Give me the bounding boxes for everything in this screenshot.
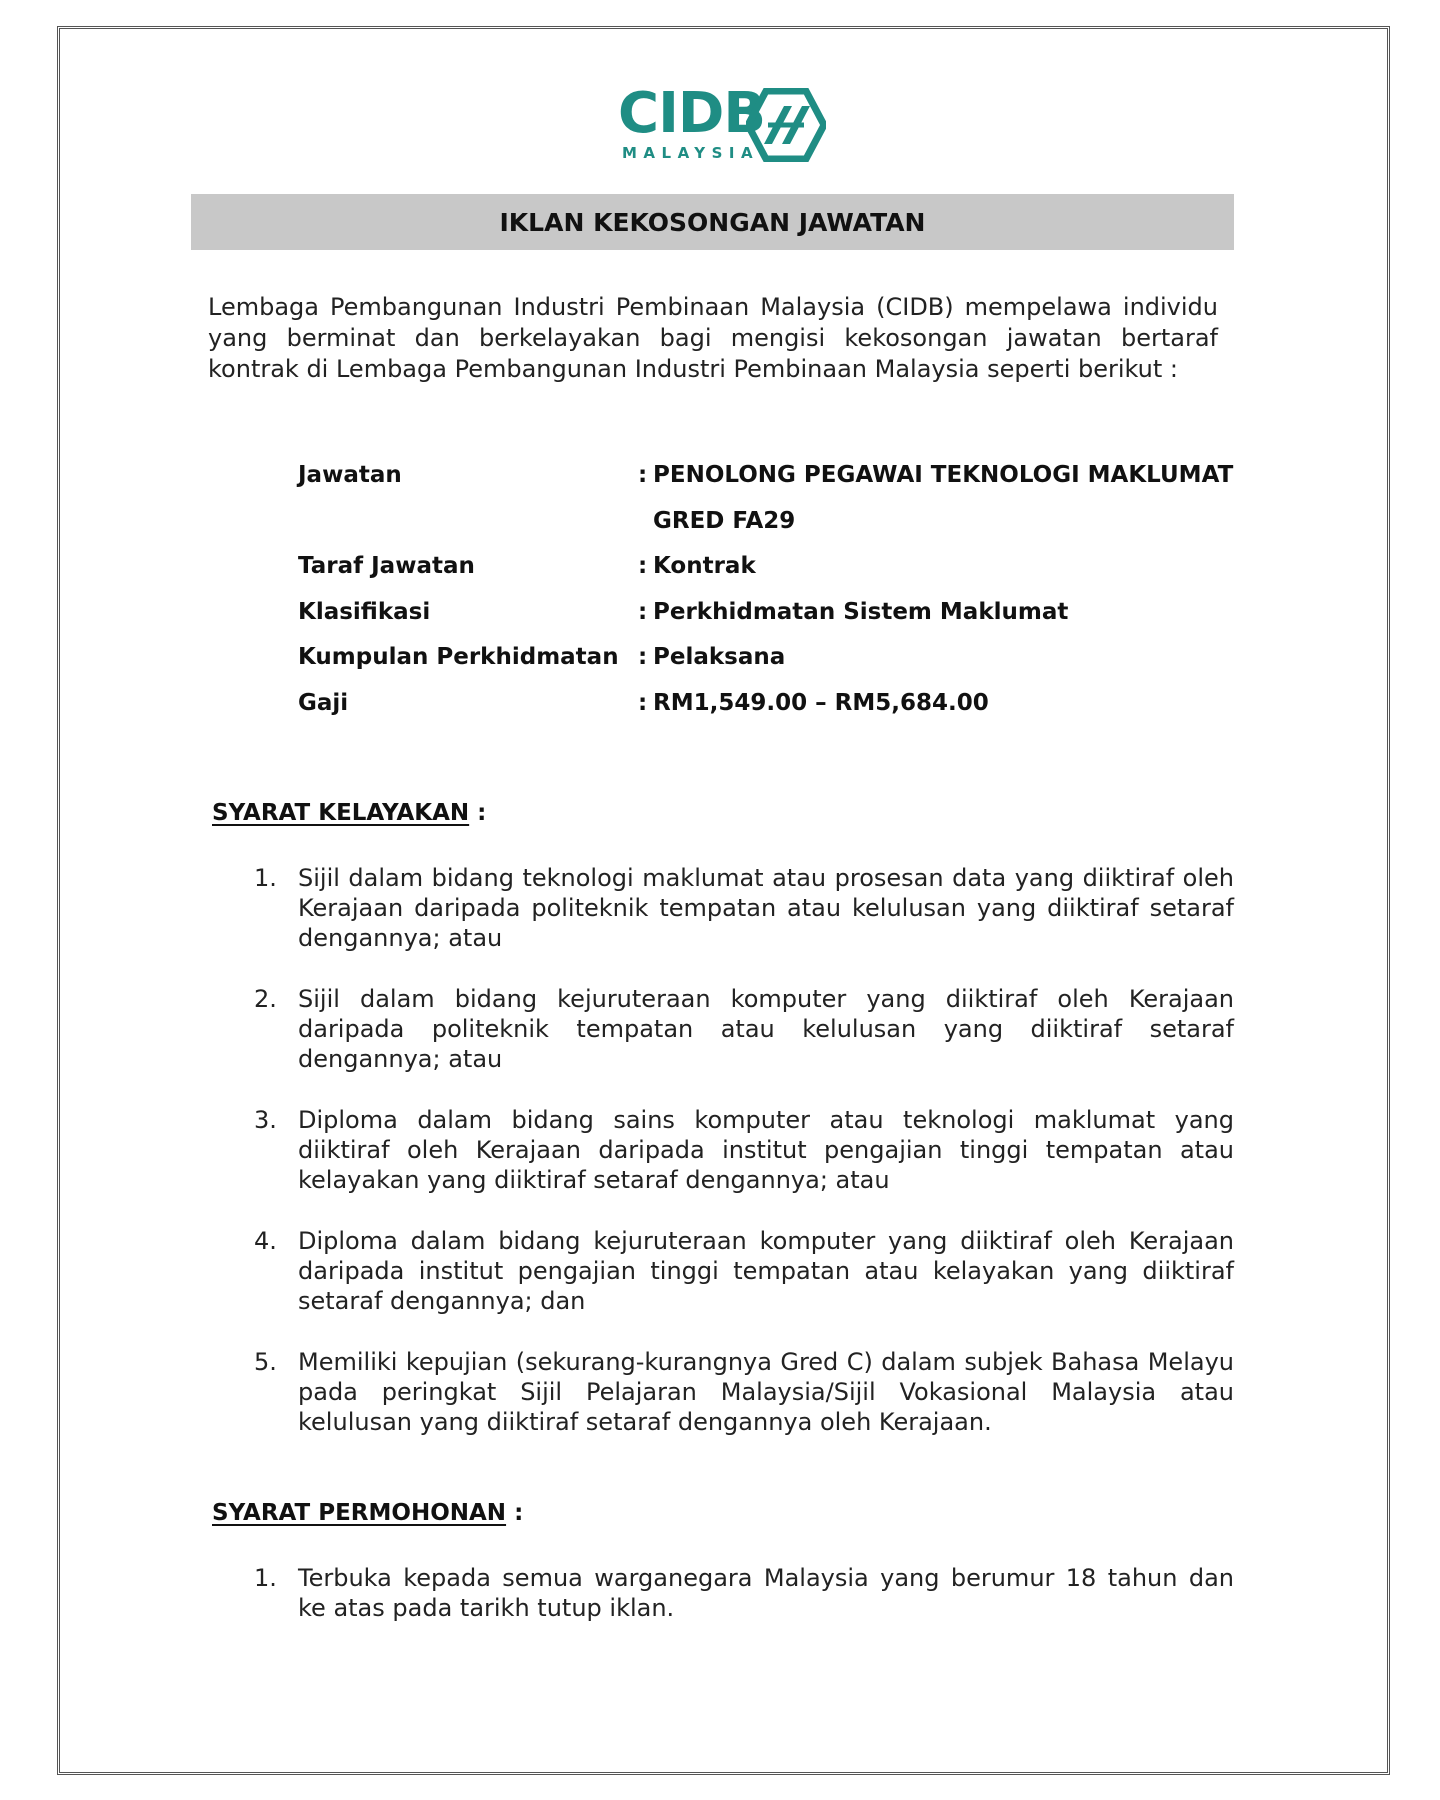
list-item bbox=[254, 984, 1234, 1074]
list-text: Sijil dalam bidang kejuruteraan komputer yang diiktiraf oleh Kerajaan daripada politeknik tempatan atau kelulusan yang diiktiraf setaraf dengannya; atau bbox=[298, 985, 1234, 1073]
list-number: 3. bbox=[254, 1106, 277, 1134]
detail-value: Pelaksana bbox=[653, 644, 786, 670]
application-list bbox=[254, 1563, 1234, 1623]
list-number: 2. bbox=[254, 985, 277, 1013]
application-heading-text: SYARAT PERMOHONAN bbox=[212, 1500, 507, 1526]
detail-value: Perkhidmatan Sistem Maklumat bbox=[653, 598, 1069, 625]
detail-colon: : bbox=[638, 462, 648, 488]
application-heading: SYARAT PERMOHONAN : bbox=[212, 1500, 524, 1526]
detail-label: Gaji bbox=[298, 689, 349, 716]
list-text: Memiliki kepujian (sekurang-kurangnya Gred C) dalam subjek Bahasa Melayu pada peringkat Sijil Pelajaran Malaysia/Sijil Vokasional Malaysia atau kelulusan yang diiktiraf setaraf dengannya oleh Kerajaan. bbox=[298, 1348, 1234, 1436]
list-text: Sijil dalam bidang teknologi maklumat atau prosesan data yang diiktiraf oleh Kerajaan daripada politeknik tempatan atau kelulusan yang diiktiraf setaraf dengannya; atau bbox=[298, 864, 1234, 952]
title-bar bbox=[191, 194, 1234, 250]
detail-row-kumpulan bbox=[298, 644, 1238, 690]
job-details bbox=[298, 462, 1238, 735]
detail-colon: : bbox=[638, 689, 648, 716]
intro-paragraph: Lembaga Pembangunan Industri Pembinaan Malaysia (CIDB) mempelawa individu yang berminat dan berkelayakan bagi mengisi kekosongan jawatan bertaraf kontrak di Lembaga Pembangunan Industri Pembinaan Malaysia seperti berikut : bbox=[208, 293, 1218, 383]
detail-label: Jawatan bbox=[298, 462, 402, 488]
list-item bbox=[254, 1105, 1234, 1195]
cidb-logo bbox=[618, 81, 830, 166]
list-number: 5. bbox=[254, 1348, 277, 1376]
detail-colon: : bbox=[638, 644, 648, 670]
detail-colon: : bbox=[638, 553, 648, 579]
list-number: 4. bbox=[254, 1227, 277, 1255]
detail-value: GRED FA29 bbox=[653, 507, 796, 534]
detail-label: Kumpulan Perkhidmatan bbox=[298, 644, 619, 670]
list-item bbox=[254, 1226, 1234, 1316]
detail-row-jawatan bbox=[298, 462, 1238, 508]
list-text: Terbuka kepada semua warganegara Malaysia yang berumur 18 tahun dan ke atas pada tarikh tutup iklan. bbox=[298, 1564, 1234, 1622]
list-number: 1. bbox=[254, 1564, 277, 1592]
page-title: IKLAN KEKOSONGAN JAWATAN bbox=[499, 207, 926, 237]
detail-value: Kontrak bbox=[653, 553, 756, 579]
detail-value: PENOLONG PEGAWAI TEKNOLOGI MAKLUMAT bbox=[653, 462, 1234, 488]
logo-wordmark: CIDB bbox=[618, 81, 766, 146]
detail-value: RM1,549.00 – RM5,684.00 bbox=[653, 689, 989, 716]
detail-row-gaji bbox=[298, 690, 1238, 736]
detail-label: Klasifikasi bbox=[298, 598, 431, 625]
list-item bbox=[254, 1347, 1234, 1437]
detail-label: Taraf Jawatan bbox=[298, 553, 475, 579]
qualifications-heading-text: SYARAT KELAYAKAN bbox=[212, 800, 470, 826]
list-text: Diploma dalam bidang kejuruteraan komputer yang diiktiraf oleh Kerajaan daripada institut pengajian tinggi tempatan atau kelayakan yang diiktiraf setaraf dengannya; dan bbox=[298, 1227, 1234, 1315]
logo-subtitle: MALAYSIA bbox=[622, 144, 760, 162]
detail-row-jawatan-cont bbox=[298, 508, 1238, 554]
qualifications-heading: SYARAT KELAYAKAN : bbox=[212, 800, 487, 826]
list-number: 1. bbox=[254, 864, 277, 892]
list-item bbox=[254, 863, 1234, 953]
list-item bbox=[254, 1563, 1234, 1623]
qualifications-list bbox=[254, 863, 1234, 1468]
detail-row-taraf bbox=[298, 553, 1238, 599]
cidb-hexagon-icon bbox=[746, 88, 826, 162]
detail-row-klasifikasi bbox=[298, 599, 1238, 645]
list-text: Diploma dalam bidang sains komputer atau teknologi maklumat yang diiktiraf oleh Kerajaan daripada institut pengajian tinggi tempatan atau kelayakan yang diiktiraf setaraf dengannya; atau bbox=[298, 1106, 1234, 1194]
detail-colon: : bbox=[638, 598, 648, 625]
